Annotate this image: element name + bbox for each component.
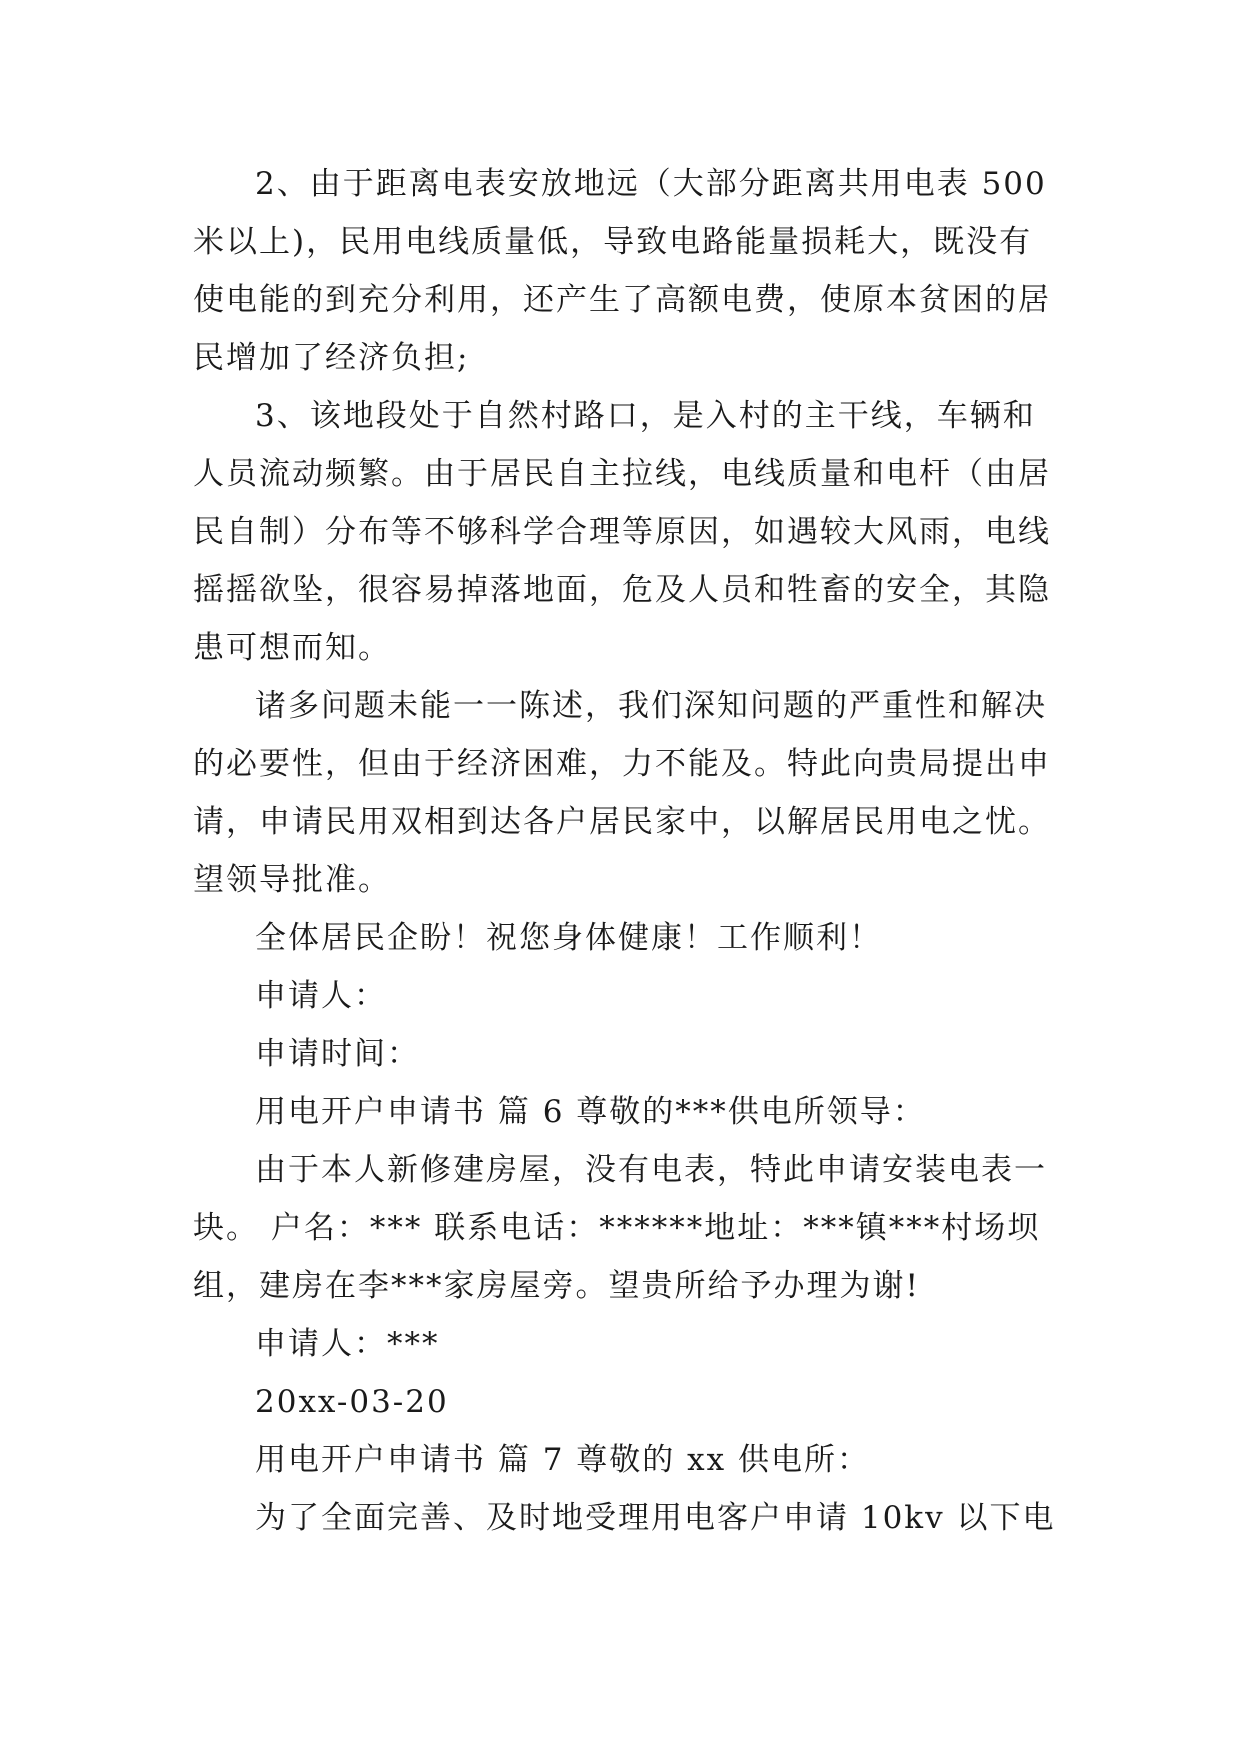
paragraph-line: 摇摇欲坠，很容易掉落地面，危及人员和牲畜的安全，其隐 <box>193 572 1051 608</box>
applicant-signature: 申请人：*** <box>255 1326 440 1362</box>
paragraph-line: 使电能的到充分利用，还产生了高额电费，使原本贫困的居 <box>193 282 1051 318</box>
paragraph-line: 望领导批准。 <box>193 862 391 898</box>
paragraph-line: 3、该地段处于自然村路口，是入村的主干线，车辆和 <box>255 398 1036 434</box>
application-time-label: 申请时间： <box>255 1036 420 1072</box>
paragraph-line: 为了全面完善、及时地受理用电客户申请 10kv 以下电 <box>255 1500 1056 1536</box>
application-date: 20xx-03-20 <box>255 1384 449 1420</box>
paragraph-line: 块。 户名：*** 联系电话：******地址：***镇***村场坝 <box>193 1210 1041 1246</box>
paragraph-line: 由于本人新修建房屋，没有电表，特此申请安装电表一 <box>255 1152 1047 1188</box>
closing-line: 全体居民企盼！祝您身体健康！工作顺利！ <box>255 920 882 956</box>
paragraph-line: 请，申请民用双相到达各户居民家中，以解居民用电之忧。 <box>193 804 1051 840</box>
paragraph-line: 2、由于距离电表安放地远（大部分距离共用电表 500 <box>255 166 1047 202</box>
paragraph-line: 的必要性，但由于经济困难，力不能及。特此向贵局提出申 <box>193 746 1051 782</box>
applicant-label: 申请人： <box>255 978 387 1014</box>
paragraph-line: 米以上)，民用电线质量低，导致电路能量损耗大，既没有 <box>193 224 1033 260</box>
paragraph-line: 民自制）分布等不够科学合理等原因，如遇较大风雨，电线 <box>193 514 1051 550</box>
paragraph-line: 人员流动频繁。由于居民自主拉线，电线质量和电杆（由居 <box>193 456 1051 492</box>
paragraph-line: 组，建房在李***家房屋旁。望贵所给予办理为谢! <box>193 1268 920 1304</box>
paragraph-line: 诸多问题未能一一陈述，我们深知问题的严重性和解决 <box>255 688 1047 724</box>
section-heading: 用电开户申请书 篇 6 尊敬的***供电所领导： <box>255 1094 926 1130</box>
paragraph-line: 患可想而知。 <box>193 630 391 666</box>
paragraph-line: 民增加了经济负担; <box>193 340 470 376</box>
document-body <box>193 155 1073 1547</box>
section-heading: 用电开户申请书 篇 7 尊敬的 xx 供电所： <box>255 1442 870 1478</box>
